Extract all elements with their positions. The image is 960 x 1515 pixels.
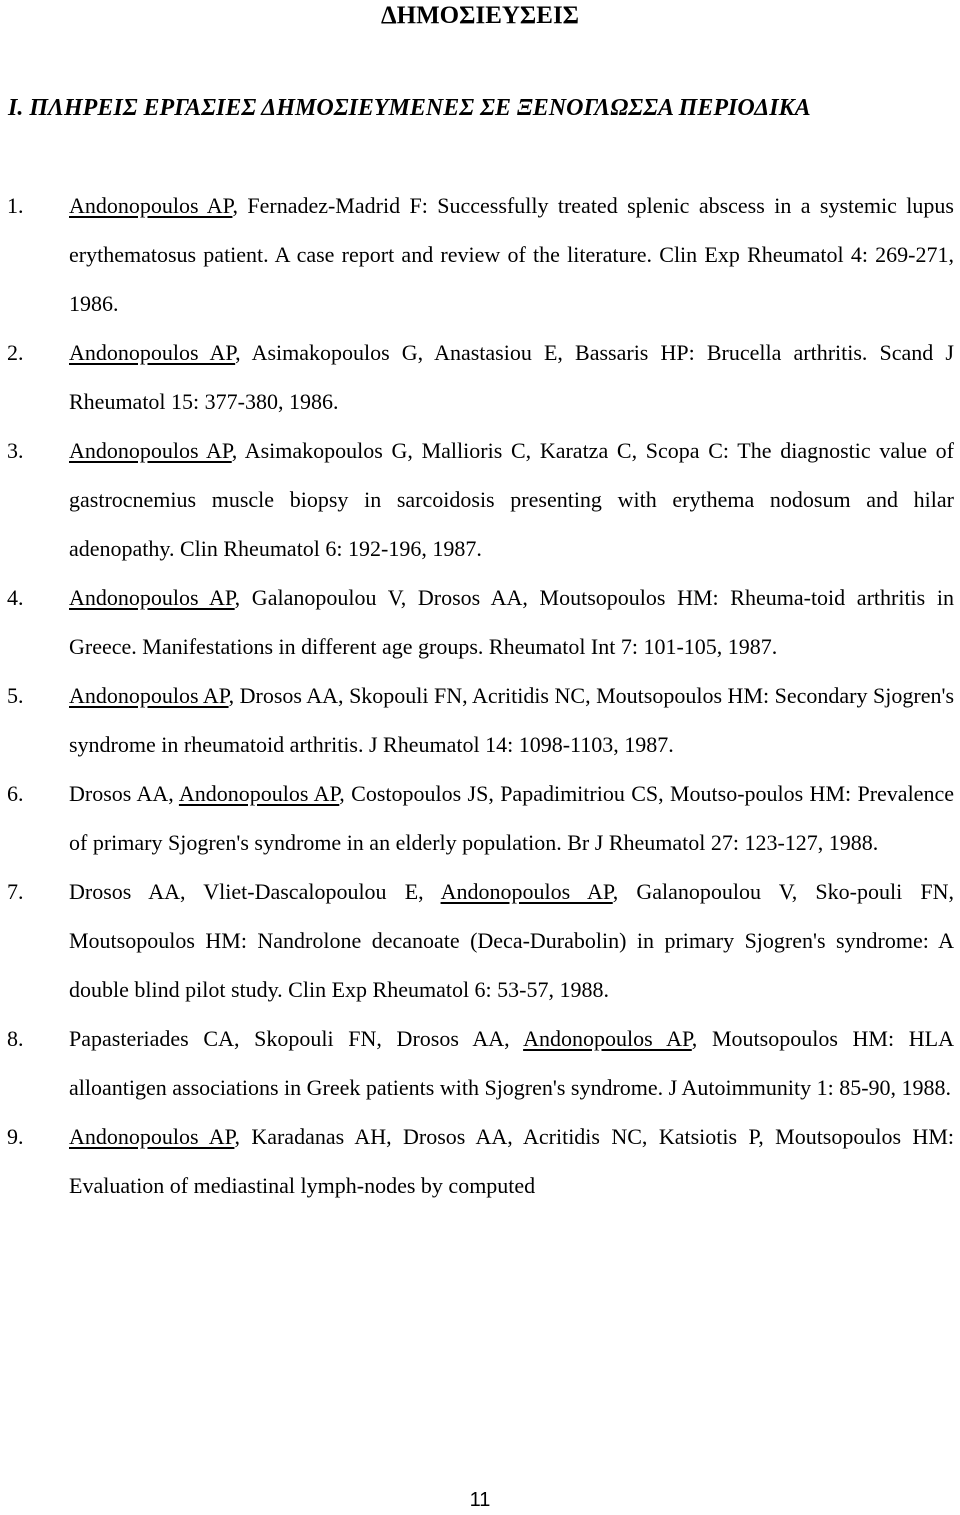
highlighted-author: Andonopoulos AP — [440, 879, 613, 904]
publication-item — [0, 328, 960, 426]
publication-number: 2. — [7, 340, 24, 365]
publication-citation: , Karadanas AH, Drosos AA, Acritidis NC, Katsiotis P, Moutsopoulos HM: Evaluation of mediastinal lymph-nodes by computed — [69, 1124, 954, 1198]
publication-item — [0, 573, 960, 671]
highlighted-author: Andonopoulos AP — [69, 1124, 235, 1149]
publication-number: 9. — [7, 1124, 24, 1149]
publication-citation: , Asimakopoulos G, Mallioris C, Karatza C, Scopa C: The diagnostic value of gastrocnemius muscle biopsy in sarcoidosis presenting with erythema nodosum and hilar adenopathy. Clin Rheumatol 6: 192-196, 1987. — [69, 438, 954, 561]
highlighted-author: Andonopoulos AP — [69, 340, 236, 365]
section-heading: I. ΠΛΗΡΕΙΣ ΕΡΓΑΣΙΕΣ ΔΗΜΟΣΙΕΥΜΕΝΕΣ ΣΕ ΞΕΝΟΓΛΩΣΣΑ ΠΕΡΙΟΔΙΚΑ — [8, 95, 811, 121]
publication-item — [0, 867, 960, 1014]
publication-authors-before: Papasteriades CA, Skopouli FN, Drosos AA, — [69, 1026, 524, 1051]
publication-item — [0, 181, 960, 328]
publication-authors-before: Drosos AA, — [69, 781, 179, 806]
publication-authors-before: Drosos AA, Vliet-Dascalopoulou E, — [69, 879, 441, 904]
publication-item — [0, 426, 960, 573]
publication-number: 5. — [7, 683, 24, 708]
publication-number: 8. — [7, 1026, 24, 1051]
highlighted-author: Andonopoulos AP — [69, 585, 235, 610]
publication-number: 3. — [7, 438, 24, 463]
highlighted-author: Andonopoulos AP — [178, 781, 340, 806]
publication-citation: , Asimakopoulos G, Anastasiou E, Bassaris HP: Brucella arthritis. Scand J Rheumatol 15: 377-380, 1986. — [69, 340, 954, 414]
publication-citation: , Fernadez-Madrid F: Successfully treated splenic abscess in a systemic lupus erythematosus patient. A case report and review of the literature. Clin Exp Rheumatol 4: 269-271, 1986. — [69, 193, 954, 316]
highlighted-author: Andonopoulos AP — [69, 438, 232, 463]
page-number: 11 — [469, 1489, 491, 1511]
publication-citation: , Galanopoulou V, Drosos AA, Moutsopoulos HM: Rheuma-toid arthritis in Greece. Manifestations in different age groups. Rheumatol Int 7: 101-105, 1987. — [69, 585, 954, 659]
highlighted-author: Andonopoulos AP — [523, 1026, 692, 1051]
publication-list — [0, 181, 960, 1210]
publication-item — [0, 1014, 960, 1112]
publication-number: 6. — [7, 781, 24, 806]
publication-citation: , Drosos AA, Skopouli FN, Acritidis NC, Moutsopoulos HM: Secondary Sjogren's syndrome in rheumatoid arthritis. J Rheumatol 14: 1098-1103, 1987. — [69, 683, 954, 757]
page-title: ΔΗΜΟΣΙΕΥΣΕΙΣ — [380, 2, 580, 29]
publication-item — [0, 671, 960, 769]
publication-citation: , Costopoulos JS, Papadimitriou CS, Moutso-poulos HM: Prevalence of primary Sjogren's syndrome in an elderly population. Br J Rheumatol 27: 123-127, 1988. — [69, 781, 954, 855]
highlighted-author: Andonopoulos AP — [69, 193, 233, 218]
publication-number: 7. — [7, 879, 24, 904]
publication-citation: , Galanopoulou V, Sko-pouli FN, Moutsopoulos HM: Nandrolone decanoate (Deca-Durabolin) in primary Sjogren's syndrome: A double blind pilot study. Clin Exp Rheumatol 6: 53-57, 1988. — [69, 879, 954, 1002]
publication-item — [0, 1112, 960, 1210]
publication-citation: , Moutsopoulos HM: HLA alloantigen associations in Greek patients with Sjogren's syndrome. J Autoimmunity 1: 85-90, 1988. — [69, 1026, 954, 1100]
highlighted-author: Andonopoulos AP — [69, 683, 229, 708]
publication-number: 4. — [7, 585, 24, 610]
publication-item — [0, 769, 960, 867]
publication-number: 1. — [7, 193, 24, 218]
